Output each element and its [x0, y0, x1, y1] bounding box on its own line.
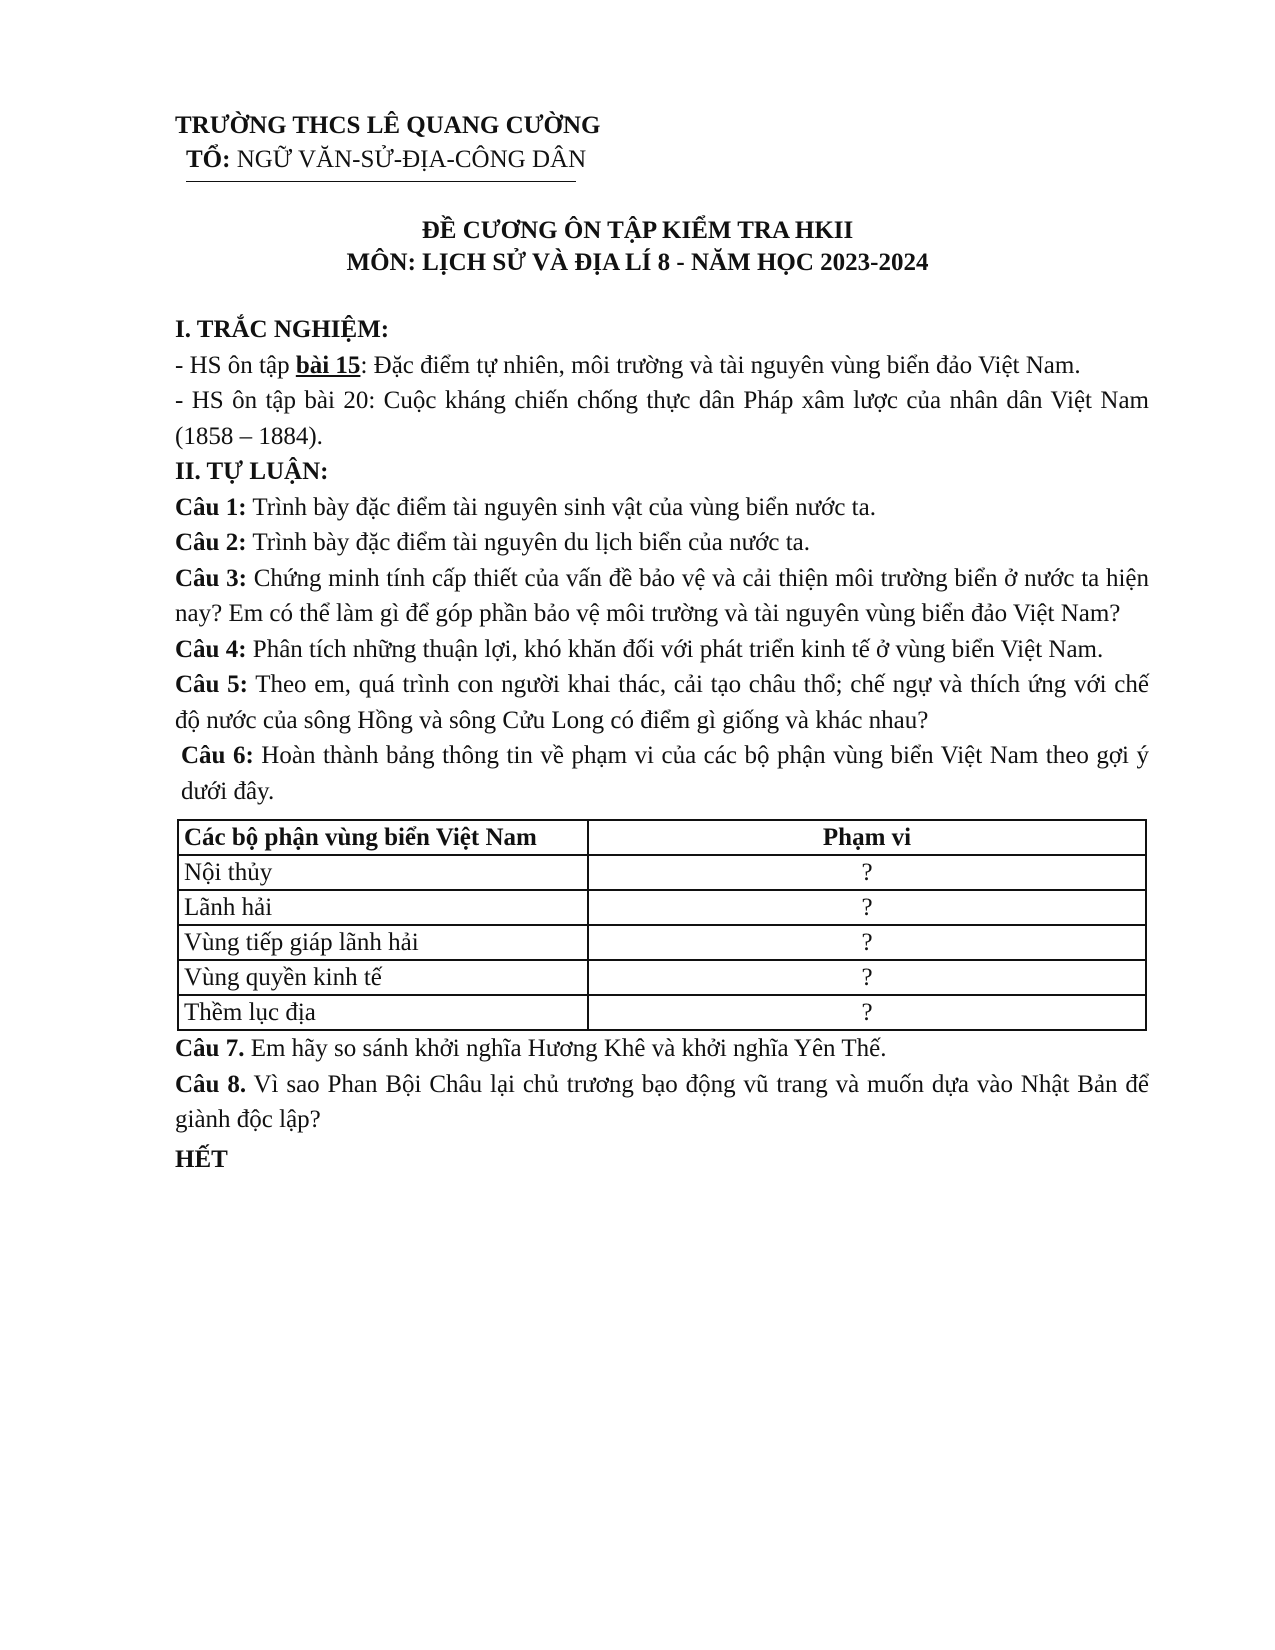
question-7 [175, 1031, 1149, 1067]
table-cell: Lãnh hải [178, 890, 588, 925]
item-1-lesson: bài 15 [295, 351, 361, 379]
section-1-item-2: - HS ôn tập bài 20: Cuộc kháng chiến chống thực dân Pháp xâm lược của nhân dân Việt Nam (1858 – 1884). [175, 387, 1149, 450]
question-6 [175, 738, 1149, 809]
question-text: Trình bày đặc điểm tài nguyên du lịch biển của nước ta. [246, 529, 810, 556]
document-body [175, 312, 1149, 1177]
table-header-row [178, 820, 1146, 855]
question-text: Theo em, quá trình con người khai thác, cải tạo châu thổ; chế ngự và thích ứng với chế độ nước của sông Hồng và sông Cửu Long có điểm gì giống và khác nhau? [175, 671, 1149, 734]
question-5 [175, 667, 1149, 738]
department-value: NGỮ VĂN-SỬ-ĐỊA-CÔNG DÂN [230, 146, 587, 173]
question-2 [175, 525, 1149, 561]
question-text: Hoàn thành bảng thông tin về phạm vi của các bộ phận vùng biển Việt Nam theo gợi ý dưới đây. [181, 742, 1149, 805]
section-1-heading: I. TRẮC NGHIỆM: [175, 316, 390, 343]
table-cell: ? [588, 890, 1146, 925]
table-cell: Nội thủy [178, 855, 588, 890]
question-label: Câu 4: [175, 635, 247, 663]
table-cell: ? [588, 855, 1146, 890]
question-1 [175, 490, 1149, 526]
table-cell: Vùng quyền kinh tế [178, 960, 588, 995]
question-text: Vì sao Phan Bội Châu lại chủ trương bạo động vũ trang và muốn dựa vào Nhật Bản để giành độc lập? [175, 1070, 1149, 1133]
question-label: Câu 7. [175, 1035, 245, 1062]
table-header-cell: Phạm vi [588, 820, 1146, 855]
section-2-heading: II. TỰ LUẬN: [175, 458, 329, 485]
department-label: TỔ: [186, 146, 231, 173]
table-row [178, 960, 1146, 995]
question-label: Câu 6: [181, 742, 254, 769]
section-1-item-1 [175, 348, 1149, 384]
end-marker: HẾT [175, 1145, 228, 1173]
question-label: Câu 5: [175, 671, 248, 698]
question-3 [175, 561, 1149, 632]
department-underline [186, 181, 576, 182]
question-label: Câu 8. [175, 1070, 247, 1098]
table-row [178, 925, 1146, 960]
question-4 [175, 632, 1149, 668]
question-text: Trình bày đặc điểm tài nguyên sinh vật của vùng biển nước ta. [246, 493, 876, 521]
question-text: Chứng minh tính cấp thiết của vấn đề bảo vệ và cải thiện môi trường biển ở nước ta hiện nay? Em có thể làm gì để góp phần bảo vệ môi trường và tài nguyên vùng biển đảo Việt Nam? [175, 564, 1149, 627]
table-cell: Thềm lục địa [178, 995, 588, 1030]
table-cell: Vùng tiếp giáp lãnh hải [178, 925, 588, 960]
table-header-cell: Các bộ phận vùng biển Việt Nam [178, 820, 588, 855]
item-1-text: : Đặc điểm tự nhiên, môi trường và tài nguyên vùng biển đảo Việt Nam. [360, 351, 1081, 379]
question-text: Phân tích những thuận lợi, khó khăn đối với phát triển kinh tế ở vùng biển Việt Nam. [246, 635, 1104, 663]
table-cell: ? [588, 925, 1146, 960]
table-row [178, 890, 1146, 925]
sea-zones-table [177, 819, 1147, 1031]
document-title: ĐỀ CƯƠNG ÔN TẬP KIỂM TRA HKII [421, 217, 854, 244]
document-subtitle: MÔN: LỊCH SỬ VÀ ĐỊA LÍ 8 - NĂM HỌC 2023-2024 [346, 249, 929, 276]
question-label: Câu 3: [175, 564, 248, 592]
question-text: Em hãy so sánh khởi nghĩa Hương Khê và khởi nghĩa Yên Thế. [244, 1035, 887, 1062]
table-cell: ? [588, 995, 1146, 1030]
school-name: TRƯỜNG THCS LÊ QUANG CƯỜNG [175, 112, 601, 139]
question-label: Câu 1: [175, 493, 247, 521]
table-cell: ? [588, 960, 1146, 995]
table-row [178, 855, 1146, 890]
table-row [178, 995, 1146, 1030]
item-1-prefix: - HS ôn tập [175, 351, 296, 379]
department-line [186, 146, 586, 174]
question-8 [175, 1067, 1149, 1138]
question-label: Câu 2: [175, 529, 247, 556]
